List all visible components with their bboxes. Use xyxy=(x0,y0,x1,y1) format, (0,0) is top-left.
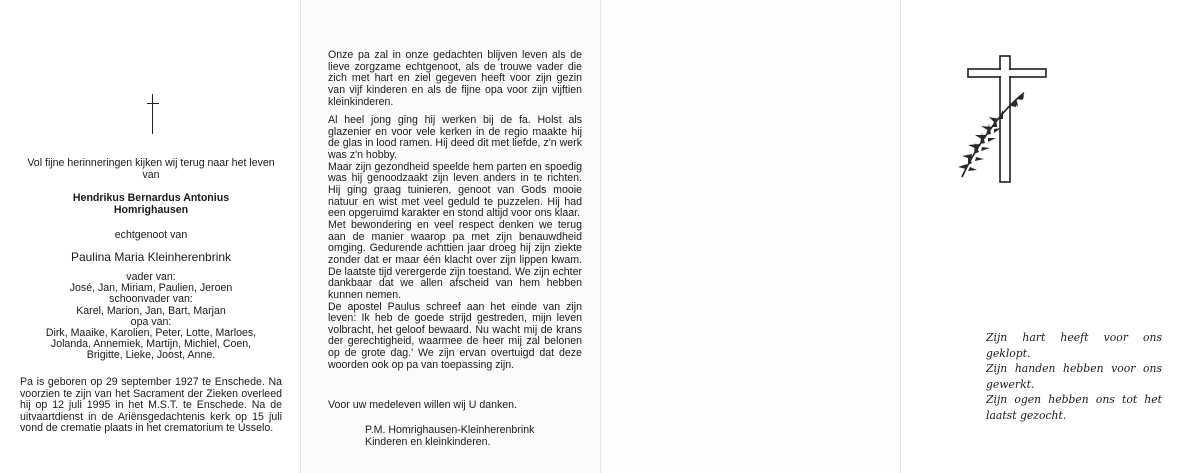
signature-block xyxy=(365,425,595,448)
tribute-segment: Al heel jong ging hij werken bij de fa. Holst als glazenier en voor vele kerken in de regio maakte hij de glas in lood ramen. Hij deed dit met liefde, z'n werk was z'n hobby. xyxy=(328,114,582,161)
deceased-name-line2: Homrighausen xyxy=(113,203,189,216)
tribute-paragraph xyxy=(328,115,582,371)
tribute-paragraph: Onze pa zal in onze gedachten blijven leven als de lieve zorgzame echtgenoot, als de trouwe vader die zich met hart en ziel gegeven heeft voor zijn gezin van vijf kinderen en als de fijne opa voor zijn vijftien kleinkinderen. xyxy=(328,49,582,108)
family-line: Karel, Marion, Jan, Bart, Marjan xyxy=(76,304,226,317)
family-line: José, Jan, Miriam, Paulien, Jeroen xyxy=(69,282,233,295)
family-line: Dirk, Maaike, Karolien, Peter, Lotte, Marloes, xyxy=(45,327,257,340)
signature-line: P.M. Homrighausen-Kleinherenbrink xyxy=(365,424,535,436)
biography-text: Pa is geboren op 29 september 1927 te Enschede. Na voorzien te zijn van het Sacrament der Zieken overleed hij op 12 juli 1995 in het M.S.T. te Enschede. Na de uitvaartdienst in de Ariënsgedachtenis kerk op 15 juli vond de crematie plaats in het crematorium te Usselo. xyxy=(20,376,282,435)
family-line: Brigitte, Lieke, Joost, Anne. xyxy=(86,349,216,362)
signature-line: Kinderen en kleinkinderen. xyxy=(365,435,491,448)
fold-line xyxy=(600,0,601,473)
family-line: schoonvader van: xyxy=(109,293,193,306)
tribute-segment: Maar zijn gezondheid speelde hem parten en spoedig was hij genoodzaakt zijn leven anders in te richten. Hij ging graag tuinieren, genoot van Gods mooie natuur en wist met veel geduld te puzzelen. Hij had een opgeruimd karakter en stond altijd voor ons klaar. xyxy=(328,160,582,220)
poem-verse: Zijn handen hebben voor ons gewerkt. xyxy=(986,362,1162,391)
spouse-label: echtgenoot van xyxy=(114,229,188,241)
deceased-name-line1: Hendrikus Bernardus Antonius xyxy=(72,192,230,204)
tribute-segment: Met bewondering en veel respect denken we terug aan de manier waarop pa met zijn benauwdheid omging. Gedurende achttien jaar droeg hij zijn ziekte zonder dat er maar één klacht over zijn lippen kwam. De laatste tijd verergerde zijn toestand. We zijn echter dankbaar dat we allen afscheid van hem hebben kunnen nemen. xyxy=(328,218,582,301)
tribute-segment: De apostel Paulus schreef aan het einde van zijn leven: Ik heb de goede strijd gestreden, mijn leven volbracht, het geloof bewaard. Nu wacht mij de krans der gerechtigheid, waarmee de heer mij zal belonen op de grote dag.' We zijn ervan overtuigd dat deze woorden ook op pa van toepassing zijn. xyxy=(328,300,582,371)
fold-line xyxy=(300,0,301,473)
intro-text: Vol fijne herinneringen kijken wij terug naar het leven van xyxy=(27,157,275,181)
deceased-name xyxy=(20,193,282,216)
panel-blank xyxy=(600,0,900,473)
family-line: Jolanda, Annemiek, Martijn, Michiel, Coen, xyxy=(50,338,252,351)
poem xyxy=(986,330,1162,423)
thanks-text: Voor uw medeleven willen wij U danken. xyxy=(328,399,518,411)
fold-line xyxy=(900,0,901,473)
family-list xyxy=(20,272,282,362)
cross-with-palm-icon xyxy=(958,55,1058,187)
small-cross-icon xyxy=(144,94,162,134)
poem-verse: Zijn hart heeft voor ons geklopt. xyxy=(986,331,1162,360)
family-line: opa van: xyxy=(130,315,172,328)
family-line: vader van: xyxy=(126,271,176,283)
spouse-name: Paulina Maria Kleinherenbrink xyxy=(70,250,232,264)
poem-verse: Zijn ogen hebben ons tot het laatst gezocht. xyxy=(986,393,1162,422)
